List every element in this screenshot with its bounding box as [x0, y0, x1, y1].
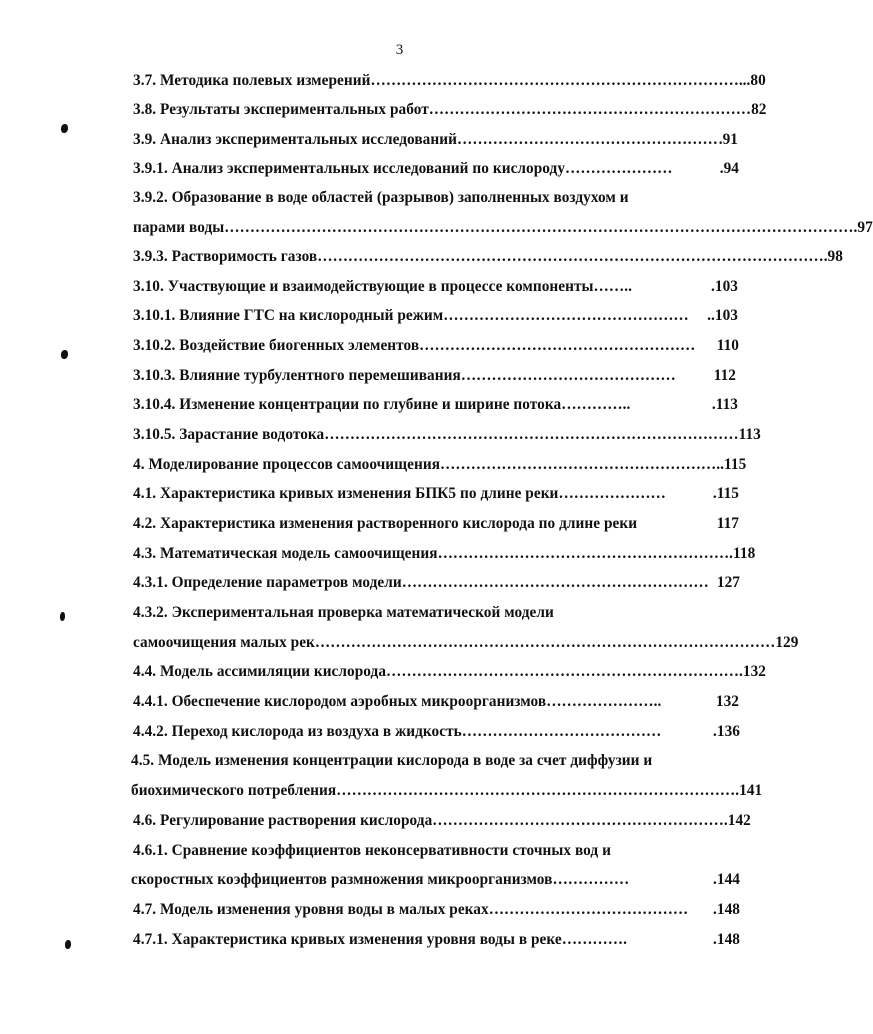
toc-entry [133, 188, 629, 208]
toc-entry-leader: …………………………………………………………………… [336, 782, 736, 799]
toc-entry-title: 4.6. Регулирование растворения кислорода [133, 812, 433, 829]
toc-entry [133, 603, 554, 623]
toc-entry [133, 395, 738, 415]
toc-entry [133, 544, 756, 564]
toc-entry-page: 82 [751, 101, 767, 118]
toc-entry-title: самоочищения малых рек [133, 634, 315, 651]
toc-entry-title: 3.9.2. Образование в воде областей (разрывов) заполненных воздухом и [133, 189, 629, 206]
toc-entry-leader: …………… [552, 871, 630, 888]
toc-entry-page: .97 [853, 219, 873, 236]
toc-entry [133, 306, 738, 326]
toc-entry-leader: …………………………………………………… [401, 574, 709, 591]
toc-entry-leader: …………………………………………… [456, 131, 718, 148]
toc-entry [133, 277, 738, 297]
toc-entry [133, 484, 739, 504]
toc-entry-page: 112 [713, 367, 736, 384]
toc-entry-page: .103 [711, 278, 738, 295]
toc-entry [133, 425, 761, 445]
toc-entry [131, 751, 652, 771]
toc-entry-page: .115 [712, 485, 739, 502]
toc-entry-title: 4.6.1. Сравнение коэффициентов неконсервативности сточных вод и [133, 842, 611, 859]
toc-entry-page: .94 [719, 160, 739, 177]
toc-entry-leader: ……………………………………………………………………………… [314, 634, 776, 651]
toc-entry-title: 3.8. Результаты экспериментальных работ [133, 101, 429, 118]
toc-entry-title: скоростных коэффициентов размножения микроорганизмов [131, 871, 553, 888]
toc-entry-page: ..115 [716, 456, 747, 473]
toc-entry-page: 113 [738, 426, 761, 443]
toc-entry [133, 71, 766, 91]
toc-entry-page: 127 [716, 574, 740, 591]
toc-entry-title: 4.4.2. Переход кислорода из воздуха в жидкость [133, 723, 462, 740]
toc-entry [133, 100, 767, 120]
toc-entry-leader: ………………… [558, 485, 666, 502]
toc-entry-leader: ……………………………………………… [419, 337, 696, 354]
toc-entry [133, 455, 747, 475]
toc-entry-title: 4.3.2. Экспериментальная проверка математической модели [133, 604, 554, 621]
toc-entry [133, 159, 739, 179]
toc-entry-title: 3.10.3. Влияние турбулентного перемешивания [133, 367, 461, 384]
toc-entry-leader: …………………………………………………………… [386, 663, 740, 680]
toc-entry-leader: ………….. [561, 396, 631, 413]
toc-entry-leader: …………………………………………………………………………………………………………… [224, 219, 854, 236]
toc-entry-leader: …………. [561, 931, 627, 948]
toc-entry [131, 870, 740, 890]
toc-entry-title: 4. Моделирование процессов самоочищения [133, 456, 441, 473]
toc-entry-title: 4.7.1. Характеристика кривых изменения уровня воды в реке [133, 931, 562, 948]
toc-entry-title: 4.2. Характеристика изменения растворенного кислорода по длине реки [133, 515, 638, 532]
toc-entry [133, 247, 843, 267]
toc-entry-title: 4.7. Модель изменения уровня воды в малых реках [133, 901, 489, 918]
toc-entry-title: парами воды [133, 219, 225, 236]
toc-entry-page: 110 [716, 337, 739, 354]
toc-entry [133, 336, 739, 356]
toc-entry-leader: ……………………………………………………………………… [324, 426, 739, 443]
toc-entry-page: .148 [713, 901, 740, 918]
toc-entry [133, 841, 611, 861]
toc-entry-page: .141 [735, 782, 763, 799]
toc-entry [133, 514, 739, 534]
toc-entry-page: ..103 [707, 307, 738, 324]
toc-entry-page: .142 [723, 812, 751, 829]
toc-entry-title: 3.10. Участвующие и взаимодействующие в процессе компоненты [133, 278, 594, 295]
toc-entry-leader: ………………………………… [461, 723, 662, 740]
toc-entry-leader: ………………………………………………… [432, 812, 724, 829]
toc-entry [133, 692, 739, 712]
toc-entry-title: 3.9.1. Анализ экспериментальных исследований по кислороду [133, 160, 566, 177]
toc-entry [133, 366, 736, 386]
toc-entry [133, 722, 740, 742]
toc-entry-leader: ………………………………………………… [437, 545, 730, 562]
toc-entry-leader: ………………………………… [488, 901, 689, 918]
toc-entry [133, 130, 738, 150]
toc-entry [133, 811, 751, 831]
toc-entry-title: 4.3.1. Определение параметров модели [133, 574, 402, 591]
toc-entry-title: 3.7. Методика полевых измерений [133, 72, 371, 89]
toc-entry-leader: ………………………………………… [443, 307, 689, 324]
scan-mark-4 [65, 940, 71, 949]
toc-entry [133, 218, 873, 238]
toc-entry [133, 900, 740, 920]
toc-entry-page: .136 [713, 723, 740, 740]
toc-entry-page: .91 [718, 131, 738, 148]
toc-entry-leader: …….. [593, 278, 632, 295]
toc-entry-title: 3.10.5. Зарастание водотока [133, 426, 325, 443]
toc-entry [131, 781, 763, 801]
toc-entry-page: .113 [711, 396, 738, 413]
toc-entry-leader: ……………………………………………… [440, 456, 717, 473]
toc-entry-title: биохимического потребления [131, 782, 337, 799]
toc-entry-page: 132 [715, 693, 739, 710]
toc-entry-title: 4.4.1. Обеспечение кислородом аэробных микроорганизмов [133, 693, 547, 710]
scan-mark-2 [61, 350, 68, 359]
toc-entry-page: ...80 [738, 72, 766, 89]
scan-mark-1 [61, 124, 68, 133]
page-number: 3 [395, 42, 404, 58]
toc-entry-leader: ………………….. [546, 693, 662, 710]
toc-entry [133, 662, 767, 682]
toc-entry-title: 3.9. Анализ экспериментальных исследований [133, 131, 457, 148]
toc-entry [133, 573, 740, 593]
toc-entry-title: 3.9.3. Растворимость газов [133, 248, 318, 265]
toc-entry-title: 4.3. Математическая модель самоочищения [133, 545, 438, 562]
toc-entry-title: 3.10.2. Воздействие биогенных элементов [133, 337, 420, 354]
toc-entry-title: 4.4. Модель ассимиляции кислорода [133, 663, 387, 680]
toc-entry-page: .148 [713, 931, 740, 948]
toc-entry-leader: ……………………………………………………………………………………… [317, 248, 824, 265]
toc-entry-page: 117 [716, 515, 739, 532]
toc-entry-leader: ………………… [565, 160, 673, 177]
toc-entry-title: 4.5. Модель изменения концентрации кислорода в воде за счет диффузии и [131, 752, 653, 769]
toc-entry-title: 3.10.4. Изменение концентрации по глубине и ширине потока [133, 396, 562, 413]
toc-entry-title: 3.10.1. Влияние ГТС на кислородный режим [133, 307, 444, 324]
toc-entry-leader: …………………………………… [460, 367, 676, 384]
toc-entry-page: .132 [739, 663, 767, 680]
toc-entry-page: .144 [713, 871, 740, 888]
toc-entry-title: 4.1. Характеристика кривых изменения БПК5 по длине реки [133, 485, 559, 502]
toc-entry [133, 633, 799, 653]
toc-entry-leader: ……………………………………………………………… [370, 72, 739, 89]
toc-entry-page: .118 [729, 545, 756, 562]
toc-entry-page: 129 [775, 634, 799, 651]
toc-entry-leader: ……………………………………………………… [428, 101, 752, 118]
scan-mark-3 [60, 612, 65, 621]
toc-entry [133, 930, 740, 950]
toc-entry-page: .98 [823, 248, 843, 265]
